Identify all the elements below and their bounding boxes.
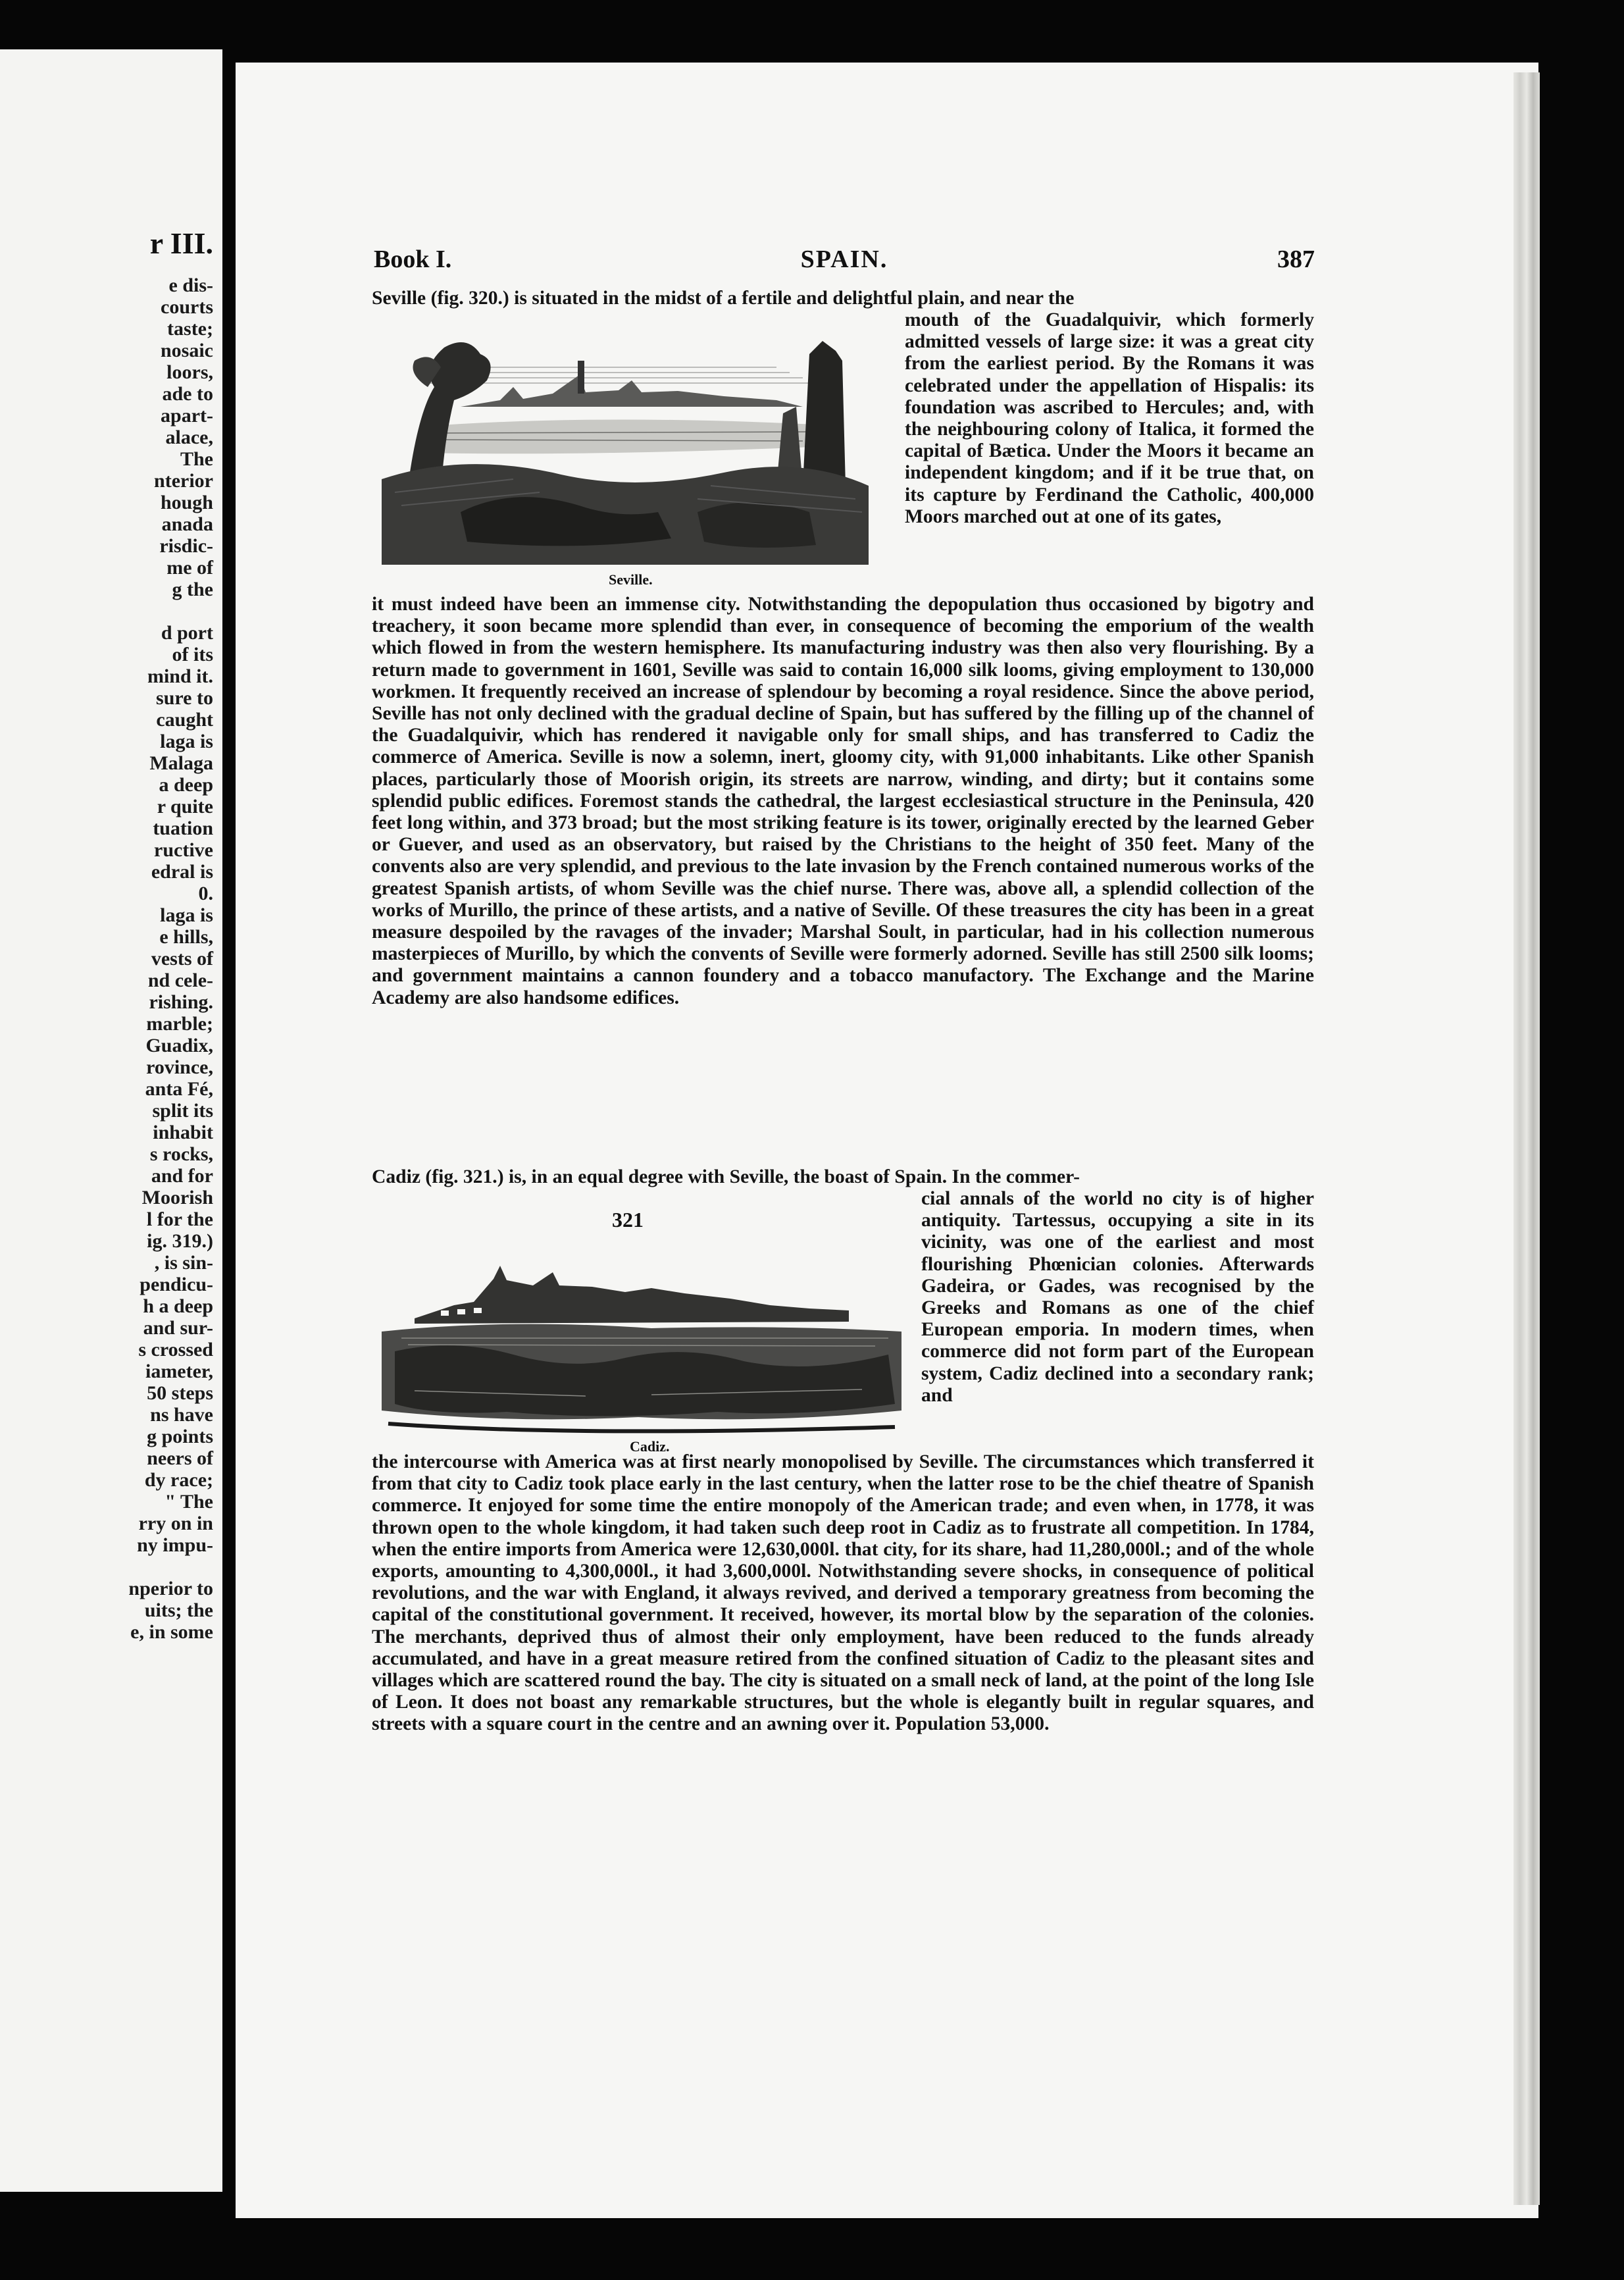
left-page-line: e dis- — [168, 274, 213, 296]
left-page-line: ructive — [154, 839, 213, 861]
left-page-line: caught — [156, 709, 213, 731]
left-page-line: marble; — [146, 1013, 213, 1035]
left-page-line: anta Fé, — [145, 1078, 213, 1100]
figure-caption: Cadiz. — [630, 1438, 670, 1455]
left-page-line: risdic- — [159, 535, 213, 557]
cadiz-paragraph: the intercourse with America was at first nearly monopolised by Seville. The circumstances which transferred it from that city to Cadiz took place early in the last century, when the latter rose to be the chief theatre of Spanish commerce. It enjoyed for some time the entire monopoly of the American trade; and even when, in 1778, it was thrown open to the whole kingdom, it had taken such deep root in Cadiz as to frustrate all competition. In 1784, when the entire imports from America were 12,630,000l. that city, for its share, had 11,280,000l.; and of the whole exports, amounting to 4,300,000l., it had 3,600,000l. Notwithstanding severe shocks, in consequence of political revolutions, and the war with England, it always revived, and derived a temporary greatness from becoming the capital of the constitutional government. It received, however, its mortal blow by the separation of the colonies. The merchants, deprived thus of almost their only employment, have been reduced to the funds already accumulated, and have in a great measure retired from the confined situation of Cadiz to the pleasant sites and villages which are scattered round the bay. The city is situated on a small neck of land, at the point of the long Isle of Leon. It does not boast any remarkable structures, but the whole is elegantly built in regular squares, and streets with a square court in the centre and an awning over it. Population 53,000. — [372, 1451, 1314, 1735]
cadiz-beside-figure: cial annals of the world no city is of higher antiquity. Tartessus, occupying a site in its vicinity, was one of the earliest and most flourishing Phœnician colonies. Afterwards Gadeira, or Gades, was recognised by the Greeks and Romans as one of the chief European emporia. In modern times, when commerce did not form part of the European system, Cadiz declined into a secondary rank; and — [921, 1188, 1314, 1406]
left-page-line: nosaic — [160, 340, 213, 361]
left-page-line: Moorish — [141, 1187, 213, 1208]
left-page-line: and for — [151, 1165, 213, 1187]
left-page-line: The — [180, 448, 213, 470]
left-page-line: and sur- — [143, 1317, 213, 1339]
left-page-line: h a deep — [143, 1295, 213, 1317]
left-page-line: Malaga — [149, 752, 213, 774]
left-page-line: g the — [172, 579, 213, 600]
left-page-line: anada — [161, 513, 213, 535]
left-page-line: " The — [165, 1491, 213, 1513]
left-page-line: hough — [160, 492, 213, 513]
left-page-line: vests of — [151, 948, 213, 970]
page-gutter — [222, 0, 236, 2280]
left-page-line: taste; — [167, 318, 213, 340]
left-page-line: uits; the — [144, 1599, 213, 1621]
left-page-line: r quite — [157, 796, 213, 817]
left-page-line: d port — [161, 622, 213, 644]
figure-320 — [382, 315, 869, 591]
left-page-text — [128, 274, 213, 1643]
left-page-line: of its — [172, 644, 213, 665]
left-page-line: rry on in — [138, 1513, 213, 1534]
left-page-line — [128, 1556, 213, 1578]
left-page-line: nterior — [154, 470, 213, 492]
seville-paragraph: it must indeed have been an immense city. Notwithstanding the depopulation thus occasioned by bigotry and treachery, it soon became more splendid than ever, in consequence of becoming the emporium of the wealth which flowed in from the western hemisphere. Its manufacturing industry was then also very flourishing. By a return made to government in 1601, Seville was said to contain 16,000 silk looms, giving employment to 130,000 workmen. It frequently received an increase of splendour by becoming a royal residence. Since the above period, Seville has not only declined with the gradual decline of Spain, but has suffered by the filling up of the channel of the Guadalquivir, which has rendered it navigable only for small ships, and has transferred to Cadiz the commerce of America. Seville is now a solemn, inert, gloomy city, with 91,000 inhabitants. Like other Spanish places, particularly those of Moorish origin, its streets are narrow, winding, and dirty; but it contains some splendid public edifices. Foremost stands the cathedral, the largest ecclesiastical structure in the Peninsula, 420 feet long within, and 373 broad; but the most striking feature is its tower, originally erected by the learned Geber or Guever, and used as an observatory, but raised by the Christians to the height of 350 feet. Many of the convents also are very splendid, and previous to the late invasion by the French contained numerous works of the greatest Spanish artists, of whom Seville was the chief nurse. There was, above all, a splendid collection of the works of Murillo, the prince of these artists, and a native of Seville. Of these treasures the city has been in a great measure despoiled by the ravages of the invader; Marshal Soult, in particular, had in his collection numerous masterpieces of Murillo, by which the convents of Seville were formerly adorned. Seville has still 2500 silk looms; and government maintains a cannon foundery and a tobacco manufactory. The Exchange and the Marine Academy are also handsome edifices. — [372, 594, 1314, 1008]
seville-engraving — [382, 315, 869, 565]
left-page-line: 50 steps — [147, 1382, 213, 1404]
left-page-line: rovince, — [146, 1056, 213, 1078]
left-page-line: 0. — [198, 883, 213, 904]
seville-beside-figure: mouth of the Guadalquivir, which formerly admitted vessels of large size: it was a great city from the earliest period. By the Romans it was celebrated under the appellation of Hispalis: its foundation was ascribed to Hercules; and, with the neighbouring colony of Italica, it formed the capital of Bætica. Under the Moors it became an independent kingdom; and if it be true that, on its capture by Ferdinand the Catholic, 400,000 Moors marched out at one of its gates, — [905, 309, 1314, 527]
left-page-line: nperior to — [128, 1578, 213, 1599]
left-page-line: sure to — [156, 687, 213, 709]
left-page-line: me of — [166, 557, 213, 579]
left-page-line: s crossed — [138, 1339, 213, 1360]
left-page-line: iameter, — [145, 1360, 213, 1382]
left-page-line: g points — [147, 1426, 213, 1447]
left-page-line: ns have — [150, 1404, 213, 1426]
left-page-line: pendicu- — [140, 1274, 213, 1295]
left-page-line: a deep — [159, 774, 213, 796]
left-page-line: laga is — [160, 904, 213, 926]
left-page-line: neers of — [147, 1447, 213, 1469]
left-page-line: l for the — [146, 1208, 213, 1230]
left-page-line: inhabit — [153, 1122, 213, 1143]
left-page-line: s rocks, — [149, 1143, 213, 1165]
figure-caption: Seville. — [609, 571, 653, 588]
left-page-line: Guadix, — [145, 1035, 213, 1056]
left-page-line: edral is — [151, 861, 213, 883]
left-page-line: rishing. — [149, 991, 213, 1013]
left-page-line: dy race; — [144, 1469, 213, 1491]
left-page-line: apart- — [161, 405, 213, 427]
book-label: Book I. — [374, 246, 452, 273]
left-page-line: ny impu- — [137, 1534, 213, 1556]
left-page-line: ade to — [162, 383, 213, 405]
cadiz-engraving — [375, 1239, 908, 1437]
left-page-line: laga is — [160, 731, 213, 752]
left-page-line: , is sin- — [154, 1252, 213, 1274]
left-page-line: mind it. — [147, 665, 213, 687]
left-page-line: e, in some — [130, 1621, 213, 1643]
left-page-line: loors, — [166, 361, 213, 383]
page-edge — [1513, 72, 1540, 2205]
running-header — [374, 245, 1315, 278]
figure-number: 321 — [612, 1208, 644, 1231]
page-title: SPAIN. — [800, 246, 888, 273]
left-page-line: courts — [161, 296, 213, 318]
left-page-header: r III. — [149, 226, 213, 260]
left-page-line: split its — [152, 1100, 213, 1122]
page-number: 387 — [1277, 246, 1315, 273]
left-page-line: e hills, — [159, 926, 213, 948]
left-page-line: nd cele- — [147, 970, 213, 991]
figure-321 — [375, 1208, 908, 1458]
left-page-line: alace, — [165, 427, 213, 448]
left-page-line — [128, 600, 213, 622]
cadiz-lead-line: Cadiz (fig. 321.) is, in an equal degree with Seville, the boast of Spain. In the commer- — [372, 1166, 1080, 1187]
left-facing-page — [0, 49, 222, 2192]
left-page-line: tuation — [153, 817, 213, 839]
left-page-line: ig. 319.) — [147, 1230, 213, 1252]
seville-lead-line: Seville (fig. 320.) is situated in the midst of a fertile and delightful plain, and near the — [372, 288, 1075, 309]
